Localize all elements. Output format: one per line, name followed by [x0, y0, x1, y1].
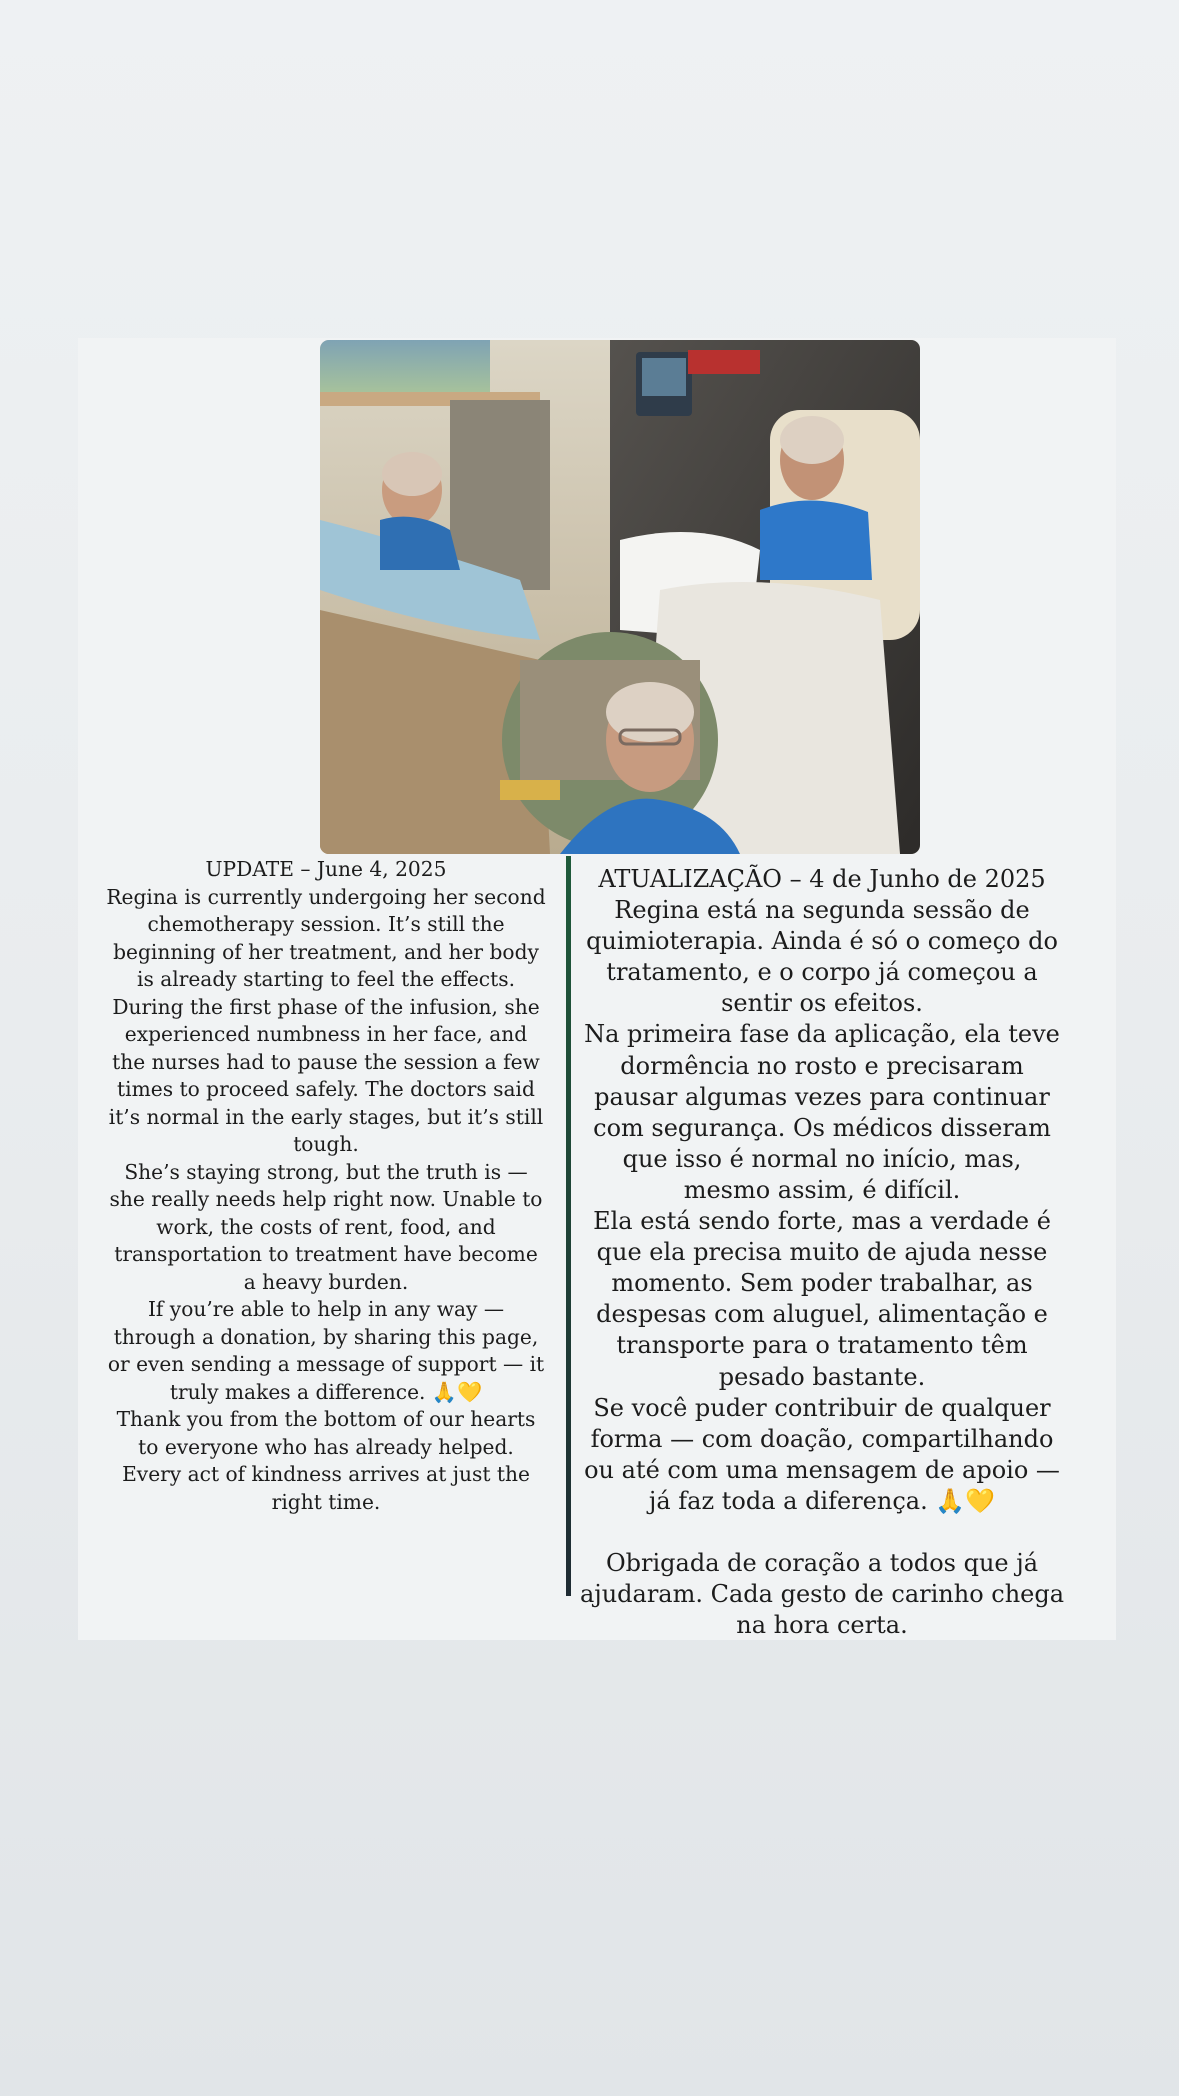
english-paragraph-1: Regina is currently undergoing her second chemotherapy session. It’s still the beginning of her treatment, and her body is already starting to feel the effects. — [106, 884, 546, 991]
english-heading: UPDATE – June 4, 2025 — [205, 857, 447, 881]
photo-collage[interactable] — [320, 340, 920, 854]
english-update-text — [106, 856, 546, 1516]
portuguese-heading: ATUALIZAÇÃO – 4 de Junho de 2025 — [598, 865, 1046, 893]
portuguese-paragraph-2: Na primeira fase da aplicação, ela teve dormência no rosto e precisaram pausar algumas vezes para continuar com segurança. Os médicos disseram que isso é normal no início, mas, mesmo assim, é difícil. — [584, 1020, 1060, 1204]
portuguese-paragraph-4: Se você puder contribuir de qualquer forma — com doação, compartilhando ou até com uma mensagem de apoio — já faz toda a diferença. 🙏💛 — [584, 1393, 1060, 1515]
english-paragraph-5: Thank you from the bottom of our hearts to everyone who has already helped. Every act of kindness arrives at just the right time. — [116, 1407, 536, 1514]
english-paragraph-2: During the first phase of the infusion, she experienced numbness in her face, and the nurses had to pause the session a few times to proceed safely. The doctors said it’s normal in the early stages, but it’s still tough. — [108, 994, 544, 1156]
portuguese-paragraph-5: Obrigada de coração a todos que já ajudaram. Cada gesto de carinho chega na hora certa. — [579, 1548, 1065, 1640]
english-paragraph-4: If you’re able to help in any way — through a donation, by sharing this page, or even sending a message of support — it truly makes a difference. 🙏💛 — [107, 1297, 545, 1404]
english-paragraph-3: She’s staying strong, but the truth is — she really needs help right now. Unable to work, the costs of rent, food, and transportation to treatment have become a heavy burden. — [109, 1159, 543, 1294]
portuguese-update-text — [578, 864, 1066, 1641]
photo-collage-image — [320, 340, 920, 854]
portuguese-paragraph-1: Regina está na segunda sessão de quimioterapia. Ainda é só o começo do tratamento, e o corpo já começou a sentir os efeitos. — [586, 896, 1058, 1018]
portuguese-paragraph-3: Ela está sendo forte, mas a verdade é que ela precisa muito de ajuda nesse momento. Sem poder trabalhar, as despesas com aluguel, alimentação e transporte para o tratamento têm pesado bastante. — [593, 1207, 1051, 1391]
column-divider — [566, 856, 571, 1596]
paragraph-gap — [578, 1517, 1066, 1548]
